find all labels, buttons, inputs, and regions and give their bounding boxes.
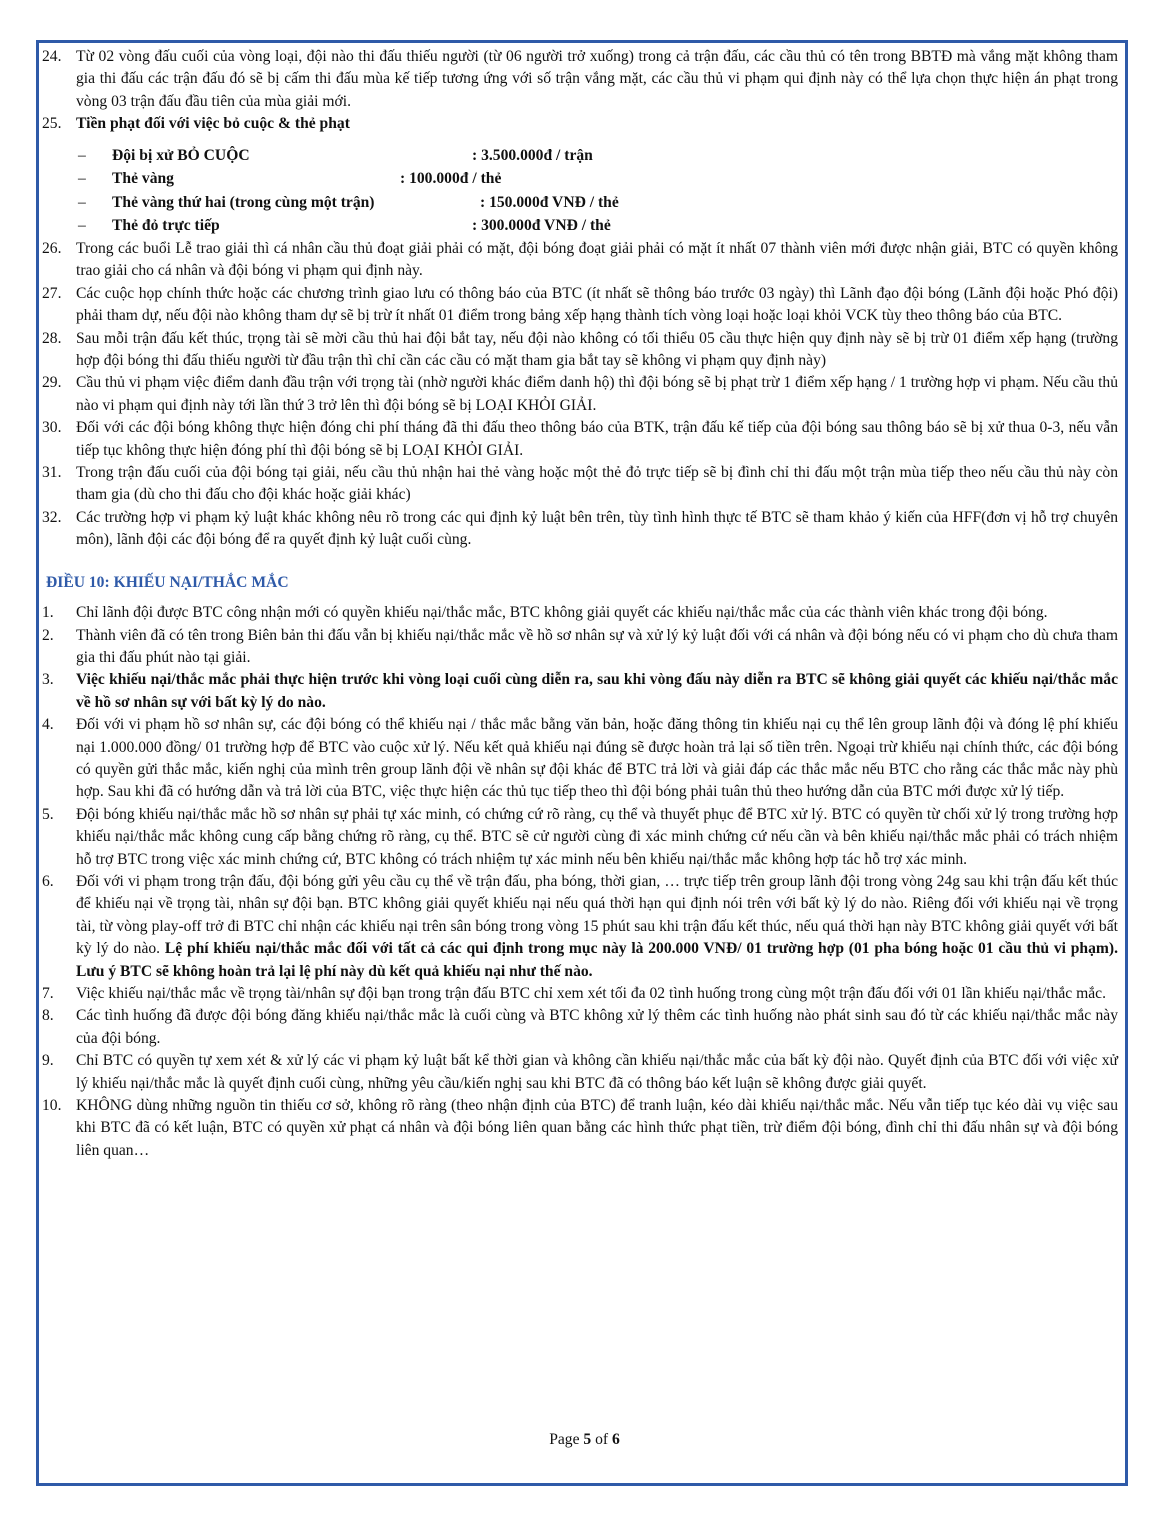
item-text: Chỉ lãnh đội được BTC công nhận mới có quyền khiếu nại/thắc mắc, BTC không giải quyết các khiếu nại/thắc mắc của các thành viên khác trong đội bóng. [76, 604, 1048, 622]
section-item-7 [42, 983, 1118, 1005]
item-number: 29. [42, 374, 62, 392]
page-footer [0, 1431, 1169, 1449]
list-item-29 [42, 372, 1118, 417]
section-heading: ĐIỀU 10: KHIẾU NẠI/THẮC MẮC [46, 573, 289, 591]
section-item-4 [42, 714, 1118, 804]
item-text: Các trường hợp vi phạm kỷ luật khác không nêu rõ trong các qui định kỷ luật bên trên, tùy tình hình thực tế BTC sẽ tham khảo ý kiến của HFF(đơn vị hỗ trợ chuyên môn), lãnh đội các đội bóng để ra quyết định kỷ luật cuối cùng. [76, 508, 1118, 549]
item-text: Việc khiếu nại/thắc mắc về trọng tài/nhân sự đội bạn trong trận đấu BTC chỉ xem xét tối đa 02 tình huống trong cùng một trận đấu đối với 01 lần khiếu nại/thắc mắc. [76, 985, 1106, 1002]
item-number: 25. [42, 115, 62, 133]
section-item-8 [42, 1005, 1118, 1050]
item-text: Đối với vi phạm trong trận đấu, đội bóng gửi yêu cầu cụ thể về trận đấu, pha bóng, thời gian, … trực tiếp trên group lãnh đội trong vòng 24g sau khi trận đấu kết thúc để khiếu nại về trọng tài, nhân sự đội bạn. BTC không giải quyết khiếu nại nếu quá thời hạn qui định nói trên với bất kỳ lý do nào. Riêng đối với khiếu nại về trọng tài, từ vòng play-off trở đi BTC chỉ nhận các khiếu nại trên sân bóng trong vòng 15 phút sau khi trận đấu kết thúc, nếu quá thời hạn này BTC không giải quyết với bất kỳ lý do nào. [76, 872, 1118, 958]
total-pages: 6 [612, 1431, 620, 1448]
item-number: 28. [42, 329, 62, 347]
fine-label: Thẻ đỏ trực tiếp [112, 217, 220, 235]
section-item-2 [42, 625, 1118, 670]
item-number: 5. [42, 805, 54, 823]
dash: – [78, 146, 86, 164]
item-text: Đối với các đội bóng không thực hiện đóng chi phí tháng đã thi đấu theo thông báo của BTK, trận đấu kế tiếp của đội bóng sau thông báo sẽ bị xử thua 0-3, nếu vẫn tiếp tục không thực hiện đóng phí thì đội bóng sẽ bị LOẠI KHỎI GIẢI. [76, 419, 1118, 459]
section-item-10 [42, 1095, 1118, 1162]
item-text: Đội bóng khiếu nại/thắc mắc hồ sơ nhân sự phải tự xác minh, có chứng cứ rõ ràng, cụ thể và thuyết phục để BTC xử lý. BTC có quyền từ chối xử lý trong trường hợp khiếu nại/thắc mắc không cung cấp bằng chứng rõ ràng, cụ thể. BTC sẽ cử người cùng đi xác minh chứng cứ nếu cần và bên khiếu nại/thắc mắc phải có trách nhiệm hỗ trợ BTC trong việc xác minh chứng cứ, BTC không có trách nhiệm tự xác minh nếu bên khiếu nại/thắc mắc không hợp tác hỗ trợ xác minh. [76, 805, 1118, 868]
fine-label: Thẻ vàng [112, 170, 174, 188]
list-item-24 [42, 46, 1118, 113]
item-number: 27. [42, 284, 62, 302]
fine-list [42, 144, 1118, 238]
item-text: Từ 02 vòng đấu cuối của vòng loại, đội nào thi đấu thiếu người (từ 06 người trở xuống) trong cả trận đấu, các cầu thủ có tên trong BBTĐ mà vắng mặt không tham gia thi đấu các trận đấu đó sẽ bị cấm thi đấu mùa kế tiếp tương ứng với số trận vắng mặt, các cầu thủ vi phạm qui định này có thể lựa chọn thực hiện án phạt trong vòng 03 trận đấu đầu tiên của mùa giải mới. [76, 48, 1118, 110]
fine-value: : 3.500.000đ / trận [472, 146, 593, 164]
footer-middle: of [591, 1431, 612, 1448]
item-number: 4. [42, 716, 54, 734]
section-item-1 [42, 602, 1118, 624]
item-number: 7. [42, 985, 54, 1002]
fine-row-second-yellow [42, 191, 1118, 215]
dash: – [78, 217, 86, 235]
item-text: Trong trận đấu cuối của đội bóng tại giải, nếu cầu thủ nhận hai thẻ vàng hoặc một thẻ đỏ trực tiếp sẽ bị đình chỉ thi đấu một trận mùa tiếp theo nếu cầu thủ này còn tham gia (dù cho thi đấu cho đội khác hoặc giải khác) [76, 464, 1118, 504]
item-text: Các tình huống đã được đội bóng đăng khiếu nại/thắc mắc là cuối cùng và BTC không xử lý thêm các tình huống nào phát sinh sau đó từ các khiếu nại/thắc mắc này của đội bóng. [76, 1007, 1118, 1047]
dash: – [78, 170, 86, 188]
fine-row-yellow [42, 167, 1118, 191]
item-number: 31. [42, 464, 62, 482]
item-text: Chỉ BTC có quyền tự xem xét & xử lý các vi phạm kỷ luật bất kể thời gian và không cần khiếu nại/thắc mắc của bất kỳ đội nào. Quyết định của BTC đối với việc xử lý khiếu nại/thắc mắc là quyết định cuối cùng, những yêu cầu/kiến nghị sau khi BTC đã có thông báo kết luận sẽ không được giải quyết. [76, 1052, 1118, 1092]
item-number: 24. [42, 48, 62, 65]
section-item-5 [42, 804, 1118, 871]
footer-prefix: Page [549, 1431, 584, 1448]
item-number: 1. [42, 604, 54, 622]
fine-label: Đội bị xử BỎ CUỘC [112, 146, 250, 164]
list-item-32 [42, 507, 1118, 552]
list-item-31 [42, 462, 1118, 507]
list-item-26 [42, 238, 1118, 283]
item-text: Trong các buổi Lễ trao giải thì cá nhân cầu thủ đoạt giải phải có mặt, đội bóng đoạt giải phải có mặt ít nhất 07 thành viên mới được nhận giải, BTC có quyền không trao giải cho cá nhân và đội bóng vi phạm qui định này. [76, 240, 1118, 280]
item-number: 8. [42, 1007, 54, 1025]
item-text-bold: Lệ phí khiếu nại/thắc mắc đối với tất cả các qui định trong mục này là 200.000 VNĐ/ 01 trường hợp (01 pha bóng hoặc 01 cầu thủ vi phạm). Lưu ý BTC sẽ không hoàn trả lại lệ phí này dù kết quả khiếu nại như thế nào. [76, 940, 1118, 980]
list-item-28 [42, 328, 1118, 373]
item-number: 10. [42, 1097, 62, 1115]
list-item-27 [42, 283, 1118, 328]
list-item-30 [42, 417, 1118, 462]
item-text: Sau mỗi trận đấu kết thúc, trọng tài sẽ mời cầu thủ hai đội bắt tay, nếu đội nào không có tối thiểu 05 cầu thực hiện quy định này sẽ bị trừ 01 điểm xếp hạng (trường hợp đội bóng thi đấu thiếu người từ đầu trận thì chỉ cần các cầu có mặt tham gia bắt tay sẽ không vi phạm quy định này) [76, 329, 1118, 370]
item-text: Việc khiếu nại/thắc mắc phải thực hiện trước khi vòng loại cuối cùng diễn ra, sau khi vòng đấu này diễn ra BTC sẽ không giải quyết các khiếu nại/thắc mắc về hồ sơ nhân sự với bất kỳ lý do nào. [76, 671, 1118, 711]
item-text: Tiền phạt đối với việc bỏ cuộc & thẻ phạt [76, 115, 350, 133]
item-number: 30. [42, 419, 62, 437]
fine-value: : 300.000đ VNĐ / thẻ [472, 217, 611, 235]
item-number: 26. [42, 240, 62, 257]
fine-value: : 150.000đ VNĐ / thẻ [480, 193, 619, 211]
document-body [42, 46, 1118, 1162]
dash: – [78, 193, 86, 211]
fine-value: : 100.000đ / thẻ [400, 170, 502, 188]
section-item-6 [42, 871, 1118, 983]
item-number: 9. [42, 1052, 54, 1070]
item-number: 2. [42, 626, 54, 644]
section-item-3 [42, 669, 1118, 714]
fine-row-forfeit [42, 144, 1118, 168]
current-page: 5 [583, 1431, 592, 1448]
item-number: 32. [42, 508, 62, 526]
item-text: Cầu thủ vi phạm việc điểm danh đầu trận với trọng tài (nhờ người khác điểm danh hộ) thì đội bóng sẽ bị phạt trừ 1 điểm xếp hạng / 1 trường hợp vi phạm. Nếu cầu thủ nào vi phạm qui định này tới lần thứ 3 trở lên thì đội bóng sẽ bị LOẠI KHỎI GIẢI. [76, 374, 1118, 414]
item-text: Thành viên đã có tên trong Biên bản thi đấu vẫn bị khiếu nại/thắc mắc về hồ sơ nhân sự và xử lý kỷ luật đối với cá nhân và đội bóng nếu có vi phạm cho dù chưa tham gia thi đấu phút nào tại giải. [76, 626, 1118, 666]
fine-label: Thẻ vàng thứ hai (trong cùng một trận) [112, 193, 375, 211]
item-text: Đối với vi phạm hồ sơ nhân sự, các đội bóng có thể khiếu nại / thắc mắc bằng văn bản, hoặc đăng thông tin khiếu nại cụ thể lên group lãnh đội và đóng lệ phí khiếu nại 1.000.000 đồng/ 01 trường hợp để BTC vào cuộc xử lý. Nếu kết quả khiếu nại đúng sẽ được hoàn trả lại số tiền trên. Ngoại trừ khiếu nại chính thức, các đội bóng có quyền gửi thắc mắc, kiến nghị của mình trên group lãnh đội về nhân sự đội khác để BTC trả lời và giải đáp các thắc mắc nếu BTC cho rằng các thắc mắc này phù hợp. Sau khi đã có hướng dẫn và trả lời của BTC, việc thực hiện các thủ tục tiếp theo thì đội bóng phải tuân thủ theo hướng dẫn của BTC mới được xử lý tiếp. [76, 716, 1118, 801]
fine-row-red [42, 214, 1118, 238]
item-text: KHÔNG dùng những nguồn tin thiếu cơ sở, không rõ ràng (theo nhận định của BTC) để tranh luận, kéo dài khiếu nại/thắc mắc. Nếu vẫn tiếp tục kéo dài vụ việc sau khi BTC đã có kết luận, BTC có quyền xử phạt cá nhân và đội bóng liên quan bằng các hình thức phạt tiền, trừ điểm đội bóng, đình chỉ thi đấu nhân sự và đội bóng liên quan… [76, 1097, 1118, 1159]
item-number: 3. [42, 671, 54, 689]
item-text: Các cuộc họp chính thức hoặc các chương trình giao lưu có thông báo của BTC (ít nhất sẽ thông báo trước 03 ngày) thì Lãnh đạo đội bóng (Lãnh đội hoặc Phó đội) phải tham dự, nếu đội nào không tham dự sẽ bị trừ ít nhất 01 điểm trong bảng xếp hạng thành tích vòng loại hoặc loại khỏi VCK tùy theo thông báo của BTC. [76, 284, 1118, 325]
list-item-25 [42, 113, 1118, 135]
section-item-9 [42, 1050, 1118, 1095]
item-text-mixed [76, 871, 1118, 983]
item-number: 6. [42, 872, 54, 890]
